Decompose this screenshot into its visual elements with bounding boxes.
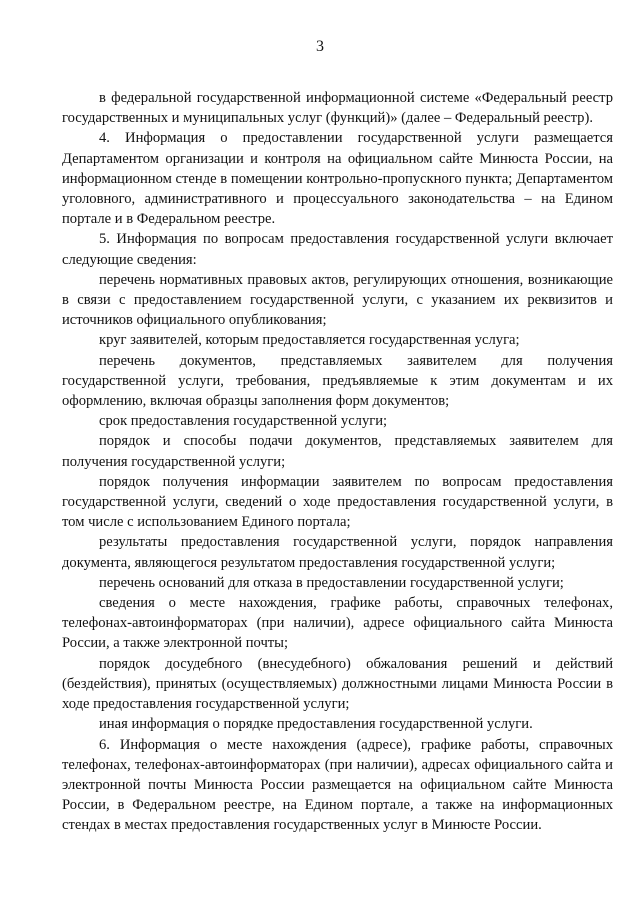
paragraph-list-entry: перечень нормативных правовых актов, регулирующих отношения, возникающие в связи с предоставлением государственной услуги, с указанием их реквизитов и источников официального опубликования; [62,271,613,329]
paragraph-list-entry: сведения о месте нахождения, графике работы, справочных телефонах, телефонах-автоинформаторах (при наличии), адресе официального сайта Минюста России, а также электронной почты; [62,595,613,652]
paragraph-list-entry: порядок и способы подачи документов, представляемых заявителем для получения государственной услуги; [62,433,613,470]
paragraph-list-entry: иная информация о порядке предоставления государственной услуги. [99,716,533,733]
paragraph-list-entry: круг заявителей, которым предоставляется государственная услуга; [99,332,520,349]
paragraph-item-6: 6. Информация о месте нахождения (адресе), графике работы, справочных телефонах, телефонах-автоинформаторах (при наличии), адресах официального сайта и электронной почты Минюста России размещается на официальном сайте Минюста России, в Федеральном реестре, на Едином портале, а также на информационных стендах в местах предоставления государственных услуг в Минюсте России. [62,736,613,834]
paragraph-list-entry: порядок получения информации заявителем по вопросам предоставления государственной услуги, сведений о ходе предоставления государственной услуги, в том числе с использованием Единого портала; [62,473,613,531]
paragraph-list-entry: срок предоставления государственной услуги; [99,413,388,430]
paragraph-continuation: в федеральной государственной информационной системе «Федеральный реестр государственных и муниципальных услуг (функций)» (далее – Федеральный реестр). [62,90,613,127]
document-body [62,88,613,836]
paragraph-item-4: 4. Информация о предоставлении государственной услуги размещается Департаментом организации и контроля на официальном сайте Минюста России, на информационном стенде в помещении контрольно-пропускного пункта; Департаментом уголовного, административного и процессуального законодательства – на Едином портале и в Федеральном реестре. [62,130,613,228]
page-number: 3 [316,38,324,55]
paragraph-list-entry: перечень документов, представляемых заявителем для получения государственной услуги, требования, предъявляемые к этим документам и их оформлению, включая образцы заполнения форм документов; [62,352,613,410]
paragraph-item-5: 5. Информация по вопросам предоставления государственной услуги включает следующие сведения: [62,231,613,268]
paragraph-list-entry: перечень оснований для отказа в предоставлении государственной услуги; [99,574,564,591]
paragraph-list-entry: результаты предоставления государственной услуги, порядок направления документа, являющегося результатом предоставления государственной услуги; [62,534,613,571]
paragraph-list-entry: порядок досудебного (внесудебного) обжалования решений и действий (бездействия), принятых (осуществляемых) должностными лицами Минюста России в ходе предоставления государственной услуги; [62,655,613,713]
